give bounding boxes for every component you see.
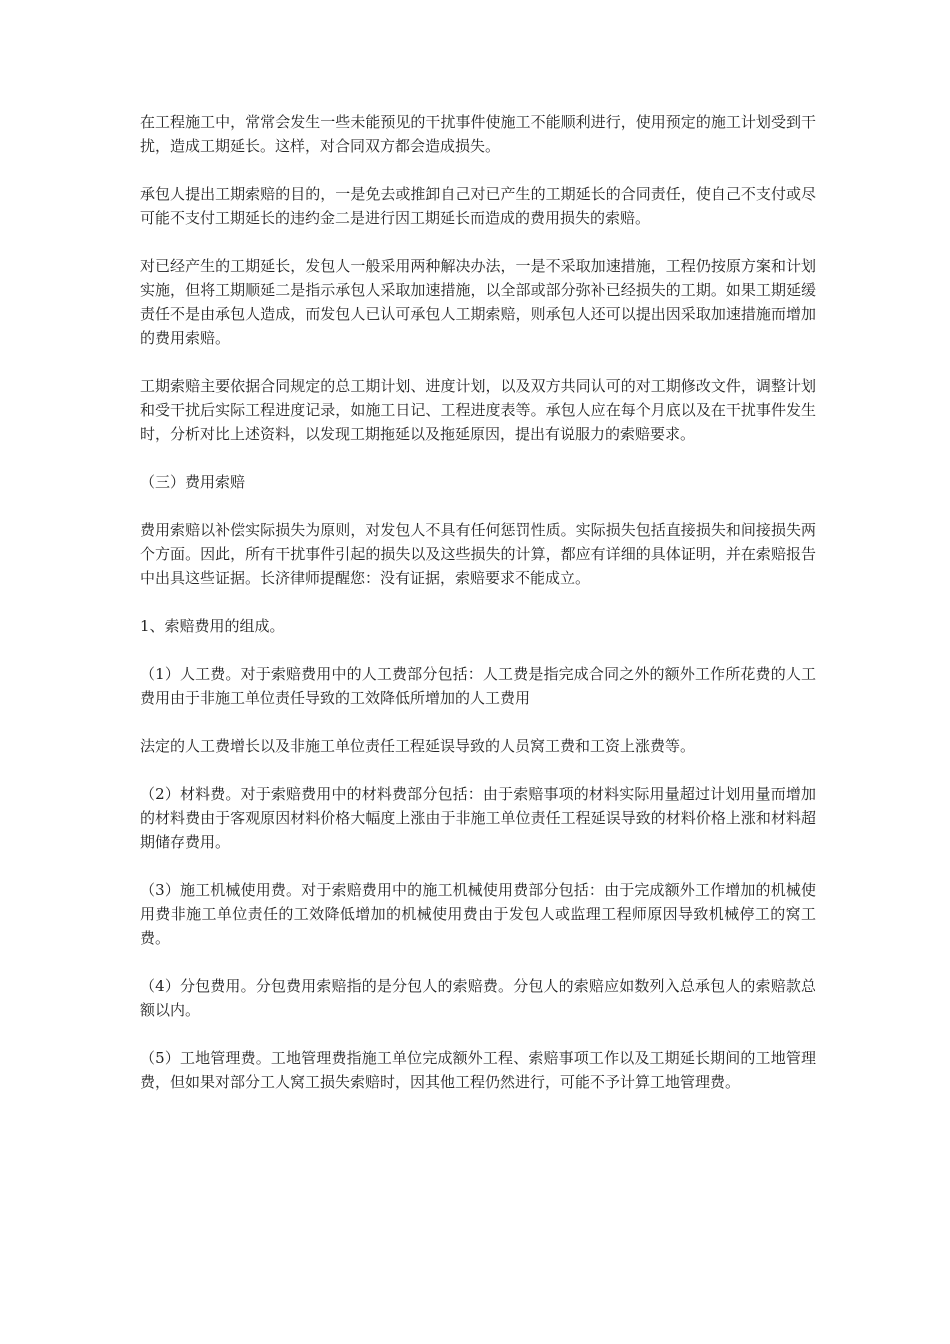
paragraph-material-cost: （2）材料费。对于索赔费用中的材料费部分包括：由于索赔事项的材料实际用量超过计划用量而增加的材料费由于客观原因材料价格大幅度上涨由于非施工单位责任工程延误导致的材料价格上涨和材料超期储存费用。: [140, 785, 816, 851]
paragraph-delay-solutions: 对已经产生的工期延长，发包人一般采用两种解决办法，一是不采取加速措施，工程仍按原方案和计划实施，但将工期顺延二是指示承包人采取加速措施，以全部或部分弥补已经损失的工期。如果工期延缓责任不是由承包人造成，而发包人已认可承包人工期索赔，则承包人还可以提出因采取加速措施而增加的费用索赔。: [140, 257, 816, 347]
document-body: [140, 110, 816, 1118]
section-heading-cost-claim: （三）费用索赔: [140, 473, 246, 491]
paragraph-labor-cost-continued: 法定的人工费增长以及非施工单位责任工程延误导致的人员窝工费和工资上涨费等。: [140, 737, 696, 755]
subheading-cost-composition: 1、索赔费用的组成。: [140, 617, 285, 635]
paragraph-labor-cost: （1）人工费。对于索赔费用中的人工费部分包括：人工费是指完成合同之外的额外工作所花费的人工费用由于非施工单位责任导致的工效降低所增加的人工费用: [140, 665, 816, 707]
paragraph-site-management-cost: （5）工地管理费。工地管理费指施工单位完成额外工程、索赔事项工作以及工期延长期间的工地管理费，但如果对部分工人窝工损失索赔时，因其他工程仍然进行，可能不予计算工地管理费。: [140, 1049, 816, 1091]
paragraph-claim-basis: 工期索赔主要依据合同规定的总工期计划、进度计划，以及双方共同认可的对工期修改文件，调整计划和受干扰后实际工程进度记录，如施工日记、工程进度表等。承包人应在每个月底以及在干扰事件发生时，分析对比上述资料，以发现工期拖延以及拖延原因，提出有说服力的索赔要求。: [140, 377, 816, 443]
paragraph-subcontract-cost: （4）分包费用。分包费用索赔指的是分包人的索赔费。分包人的索赔应如数列入总承包人的索赔款总额以内。: [140, 977, 816, 1019]
paragraph-cost-claim: 费用索赔以补偿实际损失为原则，对发包人不具有任何惩罚性质。实际损失包括直接损失和间接损失两个方面。因此，所有干扰事件引起的损失以及这些损失的计算，都应有详细的具体证明，并在索赔报告中出具这些证据。长济律师提醒您：没有证据，索赔要求不能成立。: [140, 521, 816, 587]
paragraph-intro: 在工程施工中，常常会发生一些未能预见的干扰事件使施工不能顺利进行，使用预定的施工计划受到干扰，造成工期延长。这样，对合同双方都会造成损失。: [140, 113, 816, 155]
paragraph-claim-purpose: 承包人提出工期索赔的目的，一是免去或推卸自己对已产生的工期延长的合同责任，使自己不支付或尽可能不支付工期延长的违约金二是进行因工期延长而造成的费用损失的索赔。: [140, 185, 816, 227]
paragraph-machinery-cost: （3）施工机械使用费。对于索赔费用中的施工机械使用费部分包括：由于完成额外工作增加的机械使用费非施工单位责任的工效降低增加的机械使用费由于发包人或监理工程师原因导致机械停工的窝工费。: [140, 881, 816, 947]
